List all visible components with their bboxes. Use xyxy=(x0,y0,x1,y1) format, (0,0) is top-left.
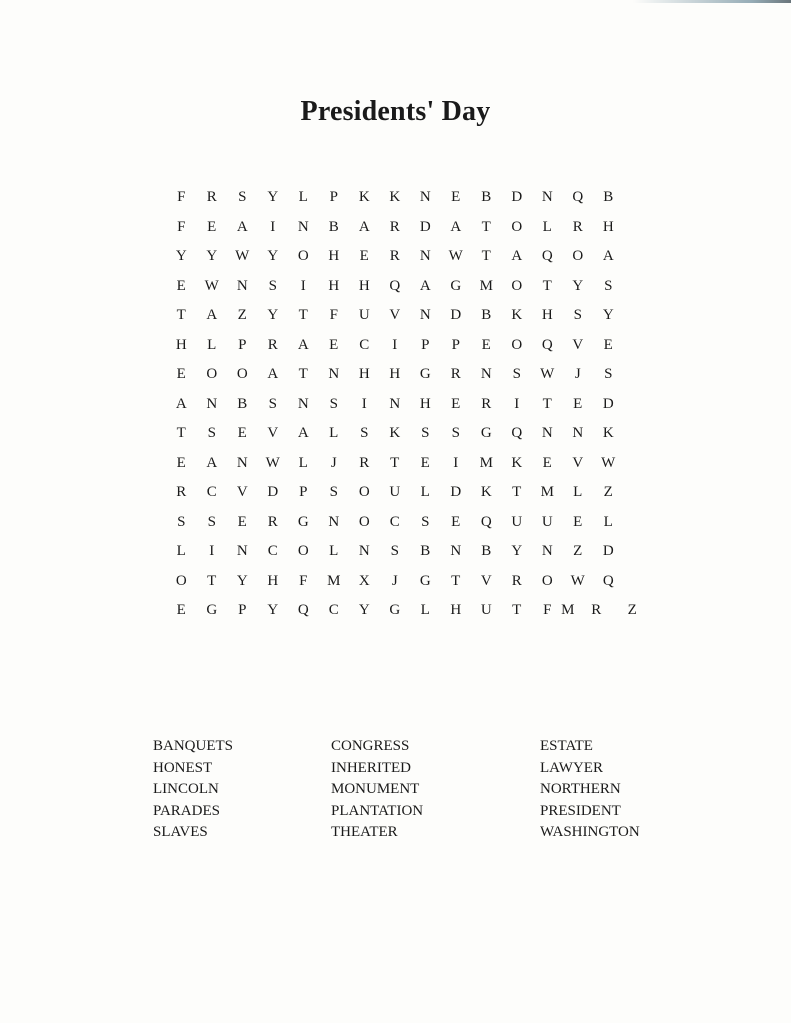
grid-letter: N xyxy=(328,513,340,530)
grid-letter: R xyxy=(359,454,370,471)
grid-letter: Q xyxy=(389,277,401,294)
grid-letter: P xyxy=(238,336,247,353)
grid-letter: O xyxy=(511,218,523,235)
grid-letter: Y xyxy=(572,277,584,294)
grid-letter: T xyxy=(542,277,552,294)
grid-letter: U xyxy=(358,307,370,323)
grid-letter: A xyxy=(419,277,431,294)
grid-letter: V xyxy=(236,484,248,500)
grid-letter: E xyxy=(359,248,369,264)
word-list-item: PLANTATION xyxy=(331,802,424,819)
grid-letter: L xyxy=(176,543,186,559)
grid-letter: Y xyxy=(267,189,279,205)
grid-letter: N xyxy=(206,395,218,412)
word-list-item: THEATER xyxy=(331,824,398,840)
word-list-item: LINCOLN xyxy=(153,781,219,797)
grid-letter: I xyxy=(209,543,215,559)
grid-letter: S xyxy=(268,277,277,294)
grid-letter: U xyxy=(511,513,523,530)
grid-letter: E xyxy=(237,425,247,441)
grid-letter: O xyxy=(297,248,309,264)
grid-letter: R xyxy=(176,484,187,500)
grid-letter: I xyxy=(300,277,306,294)
grid-letter: Y xyxy=(236,572,248,589)
grid-letter: T xyxy=(390,454,400,471)
scan-edge xyxy=(0,0,791,3)
grid-letter: N xyxy=(297,218,309,235)
grid-letter: P xyxy=(238,602,247,618)
grid-letter: S xyxy=(421,425,430,441)
grid-letter: Q xyxy=(511,425,523,441)
grid-letter: N xyxy=(419,248,431,264)
grid-letter: D xyxy=(450,307,462,323)
word-list-item: ESTATE xyxy=(540,738,593,754)
grid-letter: Q xyxy=(541,248,553,264)
grid-letter: R xyxy=(450,366,461,382)
grid-letter: C xyxy=(389,513,400,530)
grid-letter: M xyxy=(479,277,493,294)
grid-letter: J xyxy=(574,366,581,382)
grid-letter: E xyxy=(420,454,430,471)
grid-letter: E xyxy=(329,336,339,353)
grid-letter: L xyxy=(420,602,430,618)
grid-letter: A xyxy=(297,425,309,441)
word-list-item: BANQUETS xyxy=(153,738,234,754)
grid-letter: F xyxy=(329,307,338,323)
grid-letter: M xyxy=(479,454,493,471)
grid-letter: E xyxy=(573,395,583,412)
grid-letter: A xyxy=(206,454,218,471)
grid-letter: R xyxy=(267,336,278,353)
grid-letter: O xyxy=(358,513,370,530)
grid-letter: T xyxy=(512,602,522,618)
grid-letter: L xyxy=(329,425,339,441)
grid-letter: W xyxy=(204,277,219,294)
grid-letter: V xyxy=(267,425,279,441)
grid-letter: I xyxy=(270,218,276,235)
grid-letter: K xyxy=(358,189,370,205)
grid-letter: C xyxy=(359,336,370,353)
grid-letter: N xyxy=(541,425,553,441)
grid-letter: N xyxy=(389,395,401,412)
grid-letter: B xyxy=(328,218,339,235)
grid-letter: J xyxy=(330,454,337,471)
grid-letter: V xyxy=(572,454,584,471)
grid-letter: M xyxy=(327,572,341,589)
grid-letter: R xyxy=(481,395,492,412)
grid-letter: V xyxy=(480,572,492,589)
grid-letter: B xyxy=(237,395,248,412)
grid-letter: O xyxy=(297,543,309,559)
grid-letter: V xyxy=(389,307,401,323)
grid-letter: R xyxy=(511,572,522,589)
grid-letter: D xyxy=(511,189,523,205)
grid-letter: S xyxy=(207,513,216,530)
grid-letter: C xyxy=(206,484,217,500)
grid-letter: G xyxy=(389,602,401,618)
grid-letter: L xyxy=(420,484,430,500)
grid-letter: E xyxy=(451,513,461,530)
grid-letter: T xyxy=(176,307,186,323)
grid-letter: A xyxy=(267,366,279,382)
grid-letter: N xyxy=(480,366,492,382)
grid-letter: I xyxy=(361,395,367,412)
grid-letter: B xyxy=(481,189,492,205)
grid-letter: T xyxy=(298,307,308,323)
grid-letter: S xyxy=(421,513,430,530)
grid-letter: G xyxy=(450,277,462,294)
grid-letter: K xyxy=(602,425,614,441)
word-list-item: PRESIDENT xyxy=(540,802,621,819)
grid-letter: G xyxy=(297,513,309,530)
grid-letter: Y xyxy=(511,543,523,559)
word-list-item: SLAVES xyxy=(153,824,208,840)
grid-letter: F xyxy=(299,572,308,589)
grid-letter: P xyxy=(329,189,338,205)
grid-letter: N xyxy=(236,543,248,559)
grid-letter: O xyxy=(206,366,218,382)
grid-letter: T xyxy=(481,218,491,235)
grid-letter: W xyxy=(601,454,616,471)
grid-letter: E xyxy=(207,218,217,235)
grid-letter: A xyxy=(358,218,370,235)
grid-letter: L xyxy=(329,543,339,559)
grid-letter: W xyxy=(265,454,280,471)
grid-letter: H xyxy=(328,277,340,294)
grid-letter: H xyxy=(358,366,370,382)
grid-letter: U xyxy=(480,602,492,618)
grid-letter: G xyxy=(206,602,218,618)
grid-letter: G xyxy=(419,572,431,589)
grid-letter: K xyxy=(389,425,401,441)
grid-letter: N xyxy=(358,543,370,559)
word-search-grid xyxy=(166,183,637,626)
grid-letter: L xyxy=(542,218,552,235)
grid-letter: B xyxy=(481,307,492,323)
grid-letter: H xyxy=(328,248,340,264)
grid-letter: Y xyxy=(602,307,614,323)
grid-letter: B xyxy=(481,543,492,559)
grid-letter: Z xyxy=(603,484,613,500)
grid-letter: I xyxy=(392,336,398,353)
grid-letter: W xyxy=(540,366,555,382)
grid-letter: O xyxy=(175,572,187,589)
grid-letter: E xyxy=(176,366,186,382)
grid-letter: Y xyxy=(358,602,370,618)
grid-letter: T xyxy=(512,484,522,500)
grid-letter: Z xyxy=(627,602,637,618)
grid-letter: E xyxy=(481,336,491,353)
grid-letter: L xyxy=(603,513,613,530)
grid-letter: A xyxy=(297,336,309,353)
grid-letter: N xyxy=(236,454,248,471)
grid-letter: N xyxy=(419,189,431,205)
word-list-item: HONEST xyxy=(153,759,213,776)
grid-letter: S xyxy=(512,366,521,382)
word-list-item: PARADES xyxy=(153,802,220,819)
grid-letter: E xyxy=(237,513,247,530)
grid-letter: B xyxy=(603,189,614,205)
grid-letter: S xyxy=(329,484,338,500)
grid-letter: E xyxy=(176,602,186,618)
grid-letter: H xyxy=(389,366,401,382)
grid-letter: Q xyxy=(297,602,309,618)
grid-letter: R xyxy=(267,513,278,530)
grid-letter: O xyxy=(358,484,370,500)
grid-letter: T xyxy=(207,572,217,589)
grid-letter: O xyxy=(541,572,553,589)
page-title: Presidents' Day xyxy=(300,96,491,127)
grid-letter: O xyxy=(572,248,584,264)
grid-letter: Q xyxy=(480,513,492,530)
grid-letter: Q xyxy=(572,189,584,205)
grid-letter: A xyxy=(602,248,614,264)
grid-letter: S xyxy=(177,513,186,530)
grid-letter: H xyxy=(419,395,431,412)
grid-letter: Z xyxy=(237,307,247,323)
grid-letter: G xyxy=(419,366,431,382)
grid-letter: M xyxy=(561,602,575,618)
grid-letter: O xyxy=(511,277,523,294)
grid-letter: H xyxy=(541,307,553,323)
word-list-column-3 xyxy=(540,736,640,844)
grid-letter: S xyxy=(238,189,247,205)
grid-letter: L xyxy=(298,189,308,205)
grid-letter: D xyxy=(267,484,279,500)
grid-letter: S xyxy=(604,366,613,382)
grid-letter: H xyxy=(267,572,279,589)
grid-letter: C xyxy=(328,602,339,618)
grid-letter: E xyxy=(451,189,461,205)
word-list-column-1 xyxy=(153,736,233,844)
grid-letter: U xyxy=(389,484,401,500)
grid-letter: N xyxy=(541,189,553,205)
word-list-item: NORTHERN xyxy=(540,781,621,797)
grid-letter: S xyxy=(573,307,582,323)
grid-letter: W xyxy=(448,248,463,264)
grid-letter: P xyxy=(299,484,308,500)
grid-letter: R xyxy=(591,602,602,618)
grid-letter: A xyxy=(206,307,218,323)
grid-letter: B xyxy=(420,543,431,559)
grid-letter: O xyxy=(511,336,523,353)
grid-letter: N xyxy=(541,543,553,559)
grid-letter: F xyxy=(177,218,186,235)
grid-letter: H xyxy=(602,218,614,235)
grid-letter: L xyxy=(573,484,583,500)
grid-letter: S xyxy=(207,425,216,441)
grid-letter: S xyxy=(451,425,460,441)
grid-letter: X xyxy=(358,572,370,589)
grid-letter: N xyxy=(572,425,584,441)
grid-letter: S xyxy=(360,425,369,441)
grid-letter: Y xyxy=(267,248,279,264)
grid-letter: T xyxy=(298,366,308,382)
grid-letter: A xyxy=(511,248,523,264)
grid-letter: E xyxy=(176,277,186,294)
grid-letter: I xyxy=(514,395,520,412)
grid-letter: T xyxy=(542,395,552,412)
word-list-item: CONGRESS xyxy=(331,738,410,754)
grid-letter: M xyxy=(540,484,554,500)
grid-letter: R xyxy=(572,218,583,235)
grid-letter: D xyxy=(602,543,614,559)
grid-letter: N xyxy=(236,277,248,294)
grid-letter: P xyxy=(451,336,460,353)
grid-letter: E xyxy=(451,395,461,412)
grid-letter: S xyxy=(268,395,277,412)
grid-letter: T xyxy=(451,572,461,589)
grid-letter: E xyxy=(603,336,613,353)
grid-letter: Y xyxy=(206,248,218,264)
grid-letter: S xyxy=(329,395,338,412)
grid-letter: D xyxy=(419,218,431,235)
grid-letter: S xyxy=(390,543,399,559)
word-list-item: WASHINGTON xyxy=(540,824,640,840)
grid-letter: Y xyxy=(267,602,279,618)
grid-letter: N xyxy=(419,307,431,323)
grid-letter: R xyxy=(389,248,400,264)
word-list-item: INHERITED xyxy=(331,759,411,776)
grid-letter: J xyxy=(391,572,398,589)
grid-letter: T xyxy=(481,248,491,264)
grid-letter: I xyxy=(453,454,459,471)
grid-letter: P xyxy=(421,336,430,353)
grid-letter: R xyxy=(206,189,217,205)
grid-letter: D xyxy=(602,395,614,412)
word-list-column-2 xyxy=(331,736,423,844)
grid-letter: O xyxy=(236,366,248,382)
grid-letter: W xyxy=(570,572,585,589)
grid-letter: K xyxy=(389,189,401,205)
grid-letter: H xyxy=(175,336,187,353)
grid-letter: U xyxy=(541,513,553,530)
grid-letter: S xyxy=(604,277,613,294)
grid-letter: A xyxy=(175,395,187,412)
grid-letter: L xyxy=(207,336,217,353)
grid-letter: E xyxy=(176,454,186,471)
grid-letter: L xyxy=(298,454,308,471)
grid-letter: W xyxy=(235,248,250,264)
word-list-item: LAWYER xyxy=(540,759,603,776)
grid-letter: H xyxy=(358,277,370,294)
grid-letter: A xyxy=(236,218,248,235)
grid-letter: K xyxy=(480,484,492,500)
grid-letter: Y xyxy=(267,307,279,323)
grid-letter: A xyxy=(450,218,462,235)
grid-letter: D xyxy=(450,484,462,500)
grid-letter: V xyxy=(572,336,584,353)
word-list-item: MONUMENT xyxy=(331,781,420,797)
grid-letter: C xyxy=(267,543,278,559)
grid-letter: N xyxy=(297,395,309,412)
grid-letter: G xyxy=(480,425,492,441)
grid-letter: N xyxy=(328,366,340,382)
grid-letter: E xyxy=(542,454,552,471)
grid-letter: Z xyxy=(573,543,583,559)
grid-letter: F xyxy=(543,602,552,618)
grid-letter: F xyxy=(177,189,186,205)
grid-letter: T xyxy=(176,425,186,441)
grid-letter: K xyxy=(511,307,523,323)
grid-letter: Q xyxy=(602,572,614,589)
grid-letter: E xyxy=(573,513,583,530)
grid-letter: N xyxy=(450,543,462,559)
grid-letter: K xyxy=(511,454,523,471)
grid-letter: Y xyxy=(175,248,187,264)
grid-letter: Q xyxy=(541,336,553,353)
grid-letter: R xyxy=(389,218,400,235)
grid-letter: H xyxy=(450,602,462,618)
